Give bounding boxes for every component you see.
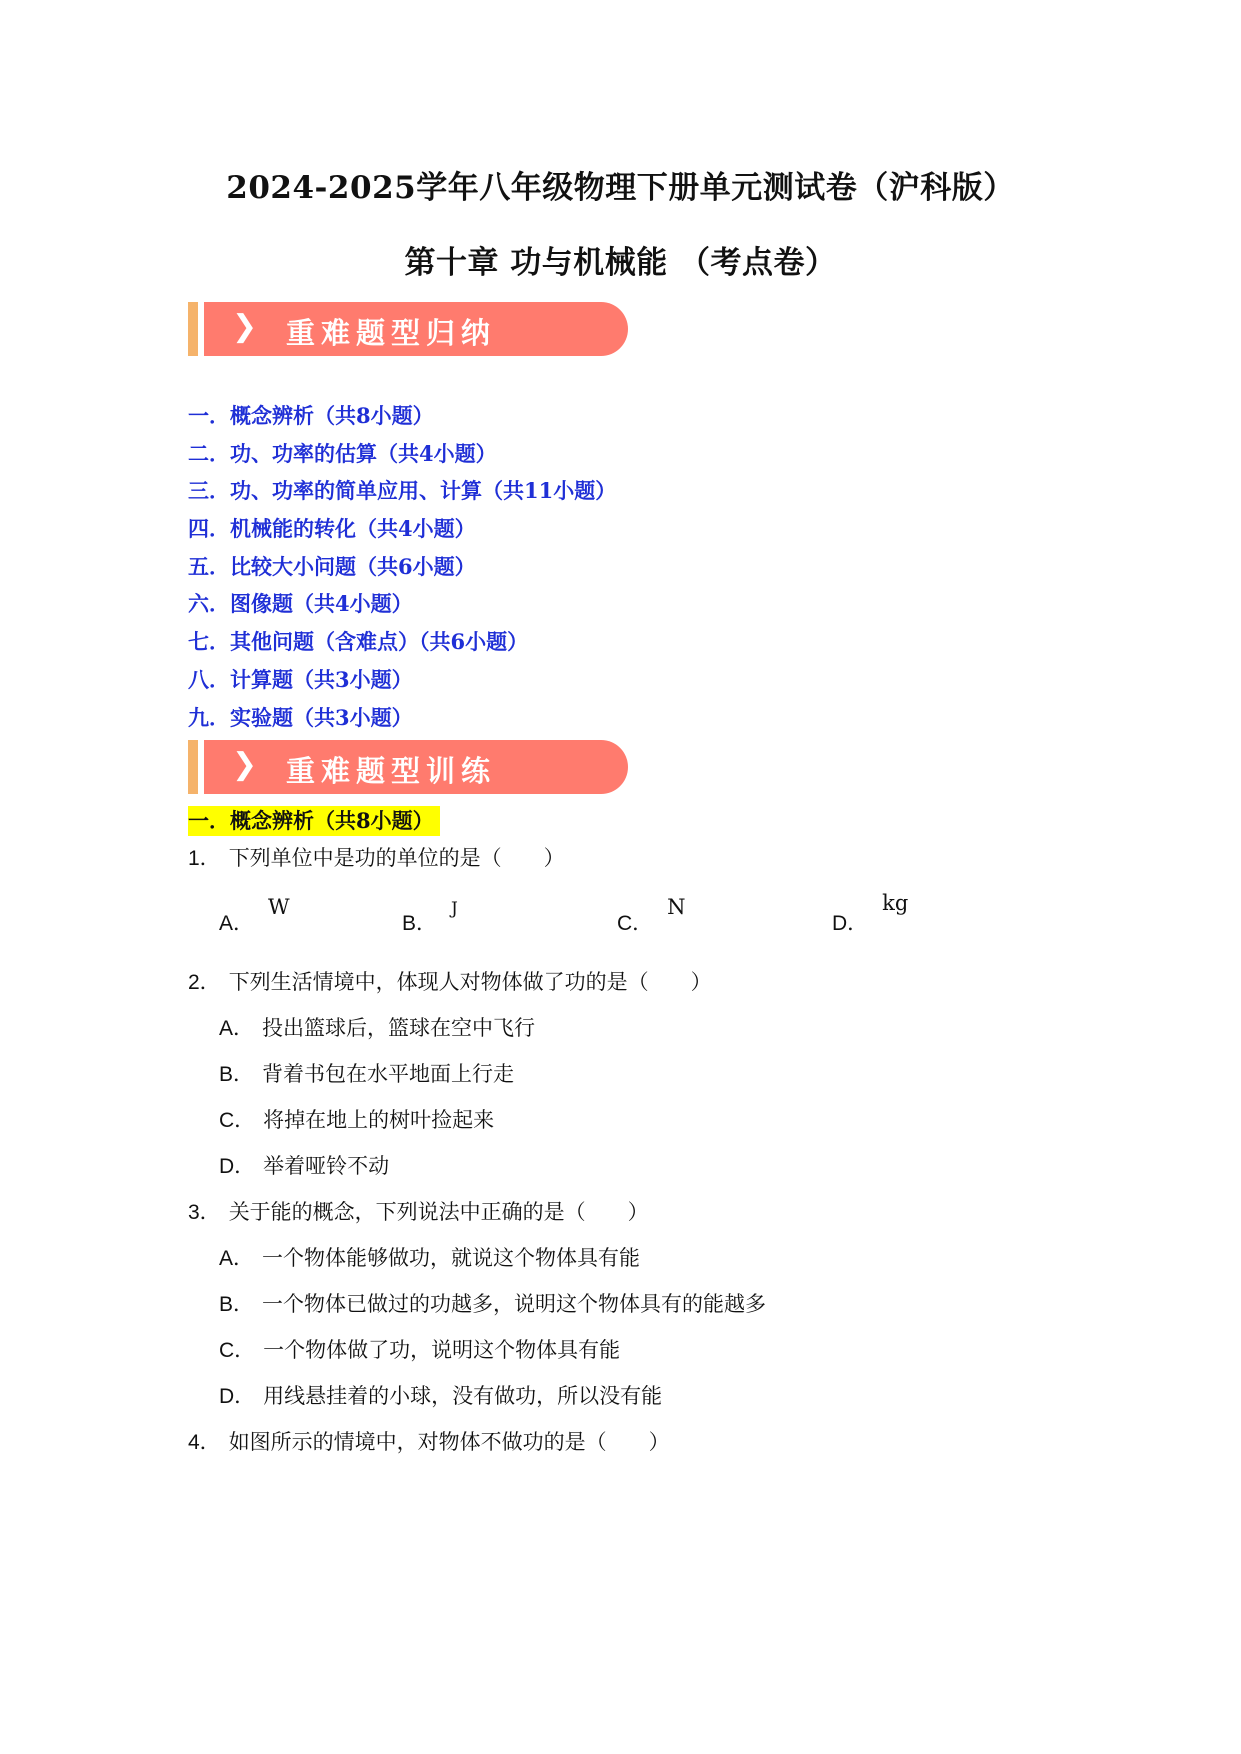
toc-link[interactable]: 三．功、功率的简单应用、计算（共11小题）: [188, 478, 617, 504]
option-a[interactable]: [219, 895, 290, 939]
option-c[interactable]: [219, 1335, 620, 1366]
option-letter: A．: [219, 1017, 255, 1040]
option-d[interactable]: [832, 891, 909, 939]
option-c[interactable]: [617, 895, 686, 939]
option-letter: A．: [219, 1247, 255, 1270]
toc-link[interactable]: 六．图像题（共4小题）: [188, 591, 413, 617]
question-3: [188, 1197, 649, 1228]
option-letter: D．: [219, 1385, 256, 1408]
question-number: 3．: [188, 1201, 221, 1224]
option-text: 举着哑铃不动: [263, 1154, 390, 1178]
option-text: 用线悬挂着的小球，没有做功，所以没有能: [263, 1384, 663, 1408]
option-letter: C．: [219, 1109, 256, 1132]
option-text: W: [268, 895, 290, 919]
option-text: 一个物体做了功，说明这个物体具有能: [263, 1338, 621, 1362]
banner-accent-bar: [188, 740, 198, 794]
question-1: [188, 843, 565, 874]
question-text: 下列生活情境中，体现人对物体做了功的是（ ）: [228, 970, 712, 994]
toc-link[interactable]: 八．计算题（共3小题）: [188, 666, 413, 692]
option-c[interactable]: [219, 1105, 494, 1136]
table-of-contents: [188, 397, 616, 736]
banner-accent-bar: [188, 302, 198, 356]
option-letter: B．: [219, 1293, 255, 1316]
toc-link[interactable]: 二．功、功率的估算（共4小题）: [188, 440, 497, 466]
option-a[interactable]: [219, 1243, 640, 1274]
option-text: kg: [882, 891, 909, 915]
option-d[interactable]: [219, 1151, 389, 1182]
section-heading: 一．概念辨析（共8小题）: [188, 806, 440, 836]
option-text: 一个物体能够做功，就说这个物体具有能: [262, 1246, 641, 1270]
section-banner-training: [188, 740, 628, 794]
option-b[interactable]: [219, 1059, 514, 1090]
option-text: 背着书包在水平地面上行走: [262, 1062, 515, 1086]
chevron-right-icon: ❯: [232, 747, 258, 782]
question-number: 4．: [188, 1431, 221, 1454]
option-letter: B．: [402, 912, 438, 935]
option-text: 将掉在地上的树叶捡起来: [263, 1108, 495, 1132]
question-number: 1．: [188, 847, 221, 870]
toc-link[interactable]: 七．其他问题（含难点）（共6小题）: [188, 629, 529, 655]
banner-label: 重难题型归纳: [286, 316, 497, 350]
chapter-title: 第十章 功与机械能 （考点卷）: [404, 245, 837, 281]
option-letter: C．: [617, 912, 654, 935]
question-2: [188, 967, 712, 998]
question-text: 下列单位中是功的单位的是（ ）: [228, 846, 565, 870]
option-letter: D．: [832, 912, 869, 935]
option-letter: A．: [219, 912, 255, 935]
option-b[interactable]: [219, 1289, 766, 1320]
option-a[interactable]: [219, 1013, 535, 1044]
section-banner-summary: [188, 302, 628, 356]
banner-label: 重难题型训练: [286, 754, 497, 788]
option-d[interactable]: [219, 1381, 662, 1412]
option-letter: D．: [219, 1155, 256, 1178]
option-text: 投出篮球后，篮球在空中飞行: [262, 1016, 536, 1040]
document-title: 2024-2025学年八年级物理下册单元测试卷（沪科版）: [226, 170, 1015, 206]
toc-link[interactable]: 五．比较大小问题（共6小题）: [188, 553, 476, 579]
toc-link[interactable]: 四．机械能的转化（共4小题）: [188, 516, 476, 542]
question-text: 如图所示的情境中，对物体不做功的是（ ）: [228, 1430, 670, 1454]
question-number: 2．: [188, 971, 221, 994]
option-text: N: [667, 895, 686, 919]
toc-link[interactable]: 九．实验题（共3小题）: [188, 704, 413, 730]
option-text: J: [451, 899, 458, 919]
option-b[interactable]: [402, 899, 458, 940]
option-letter: B．: [219, 1063, 255, 1086]
chevron-right-icon: ❯: [232, 309, 258, 344]
option-text: 一个物体已做过的功越多，说明这个物体具有的能越多: [262, 1292, 767, 1316]
question-text: 关于能的概念，下列说法中正确的是（ ）: [228, 1200, 649, 1224]
option-letter: C．: [219, 1339, 256, 1362]
toc-link[interactable]: 一．概念辨析（共8小题）: [188, 403, 434, 428]
question-4: [188, 1427, 670, 1458]
